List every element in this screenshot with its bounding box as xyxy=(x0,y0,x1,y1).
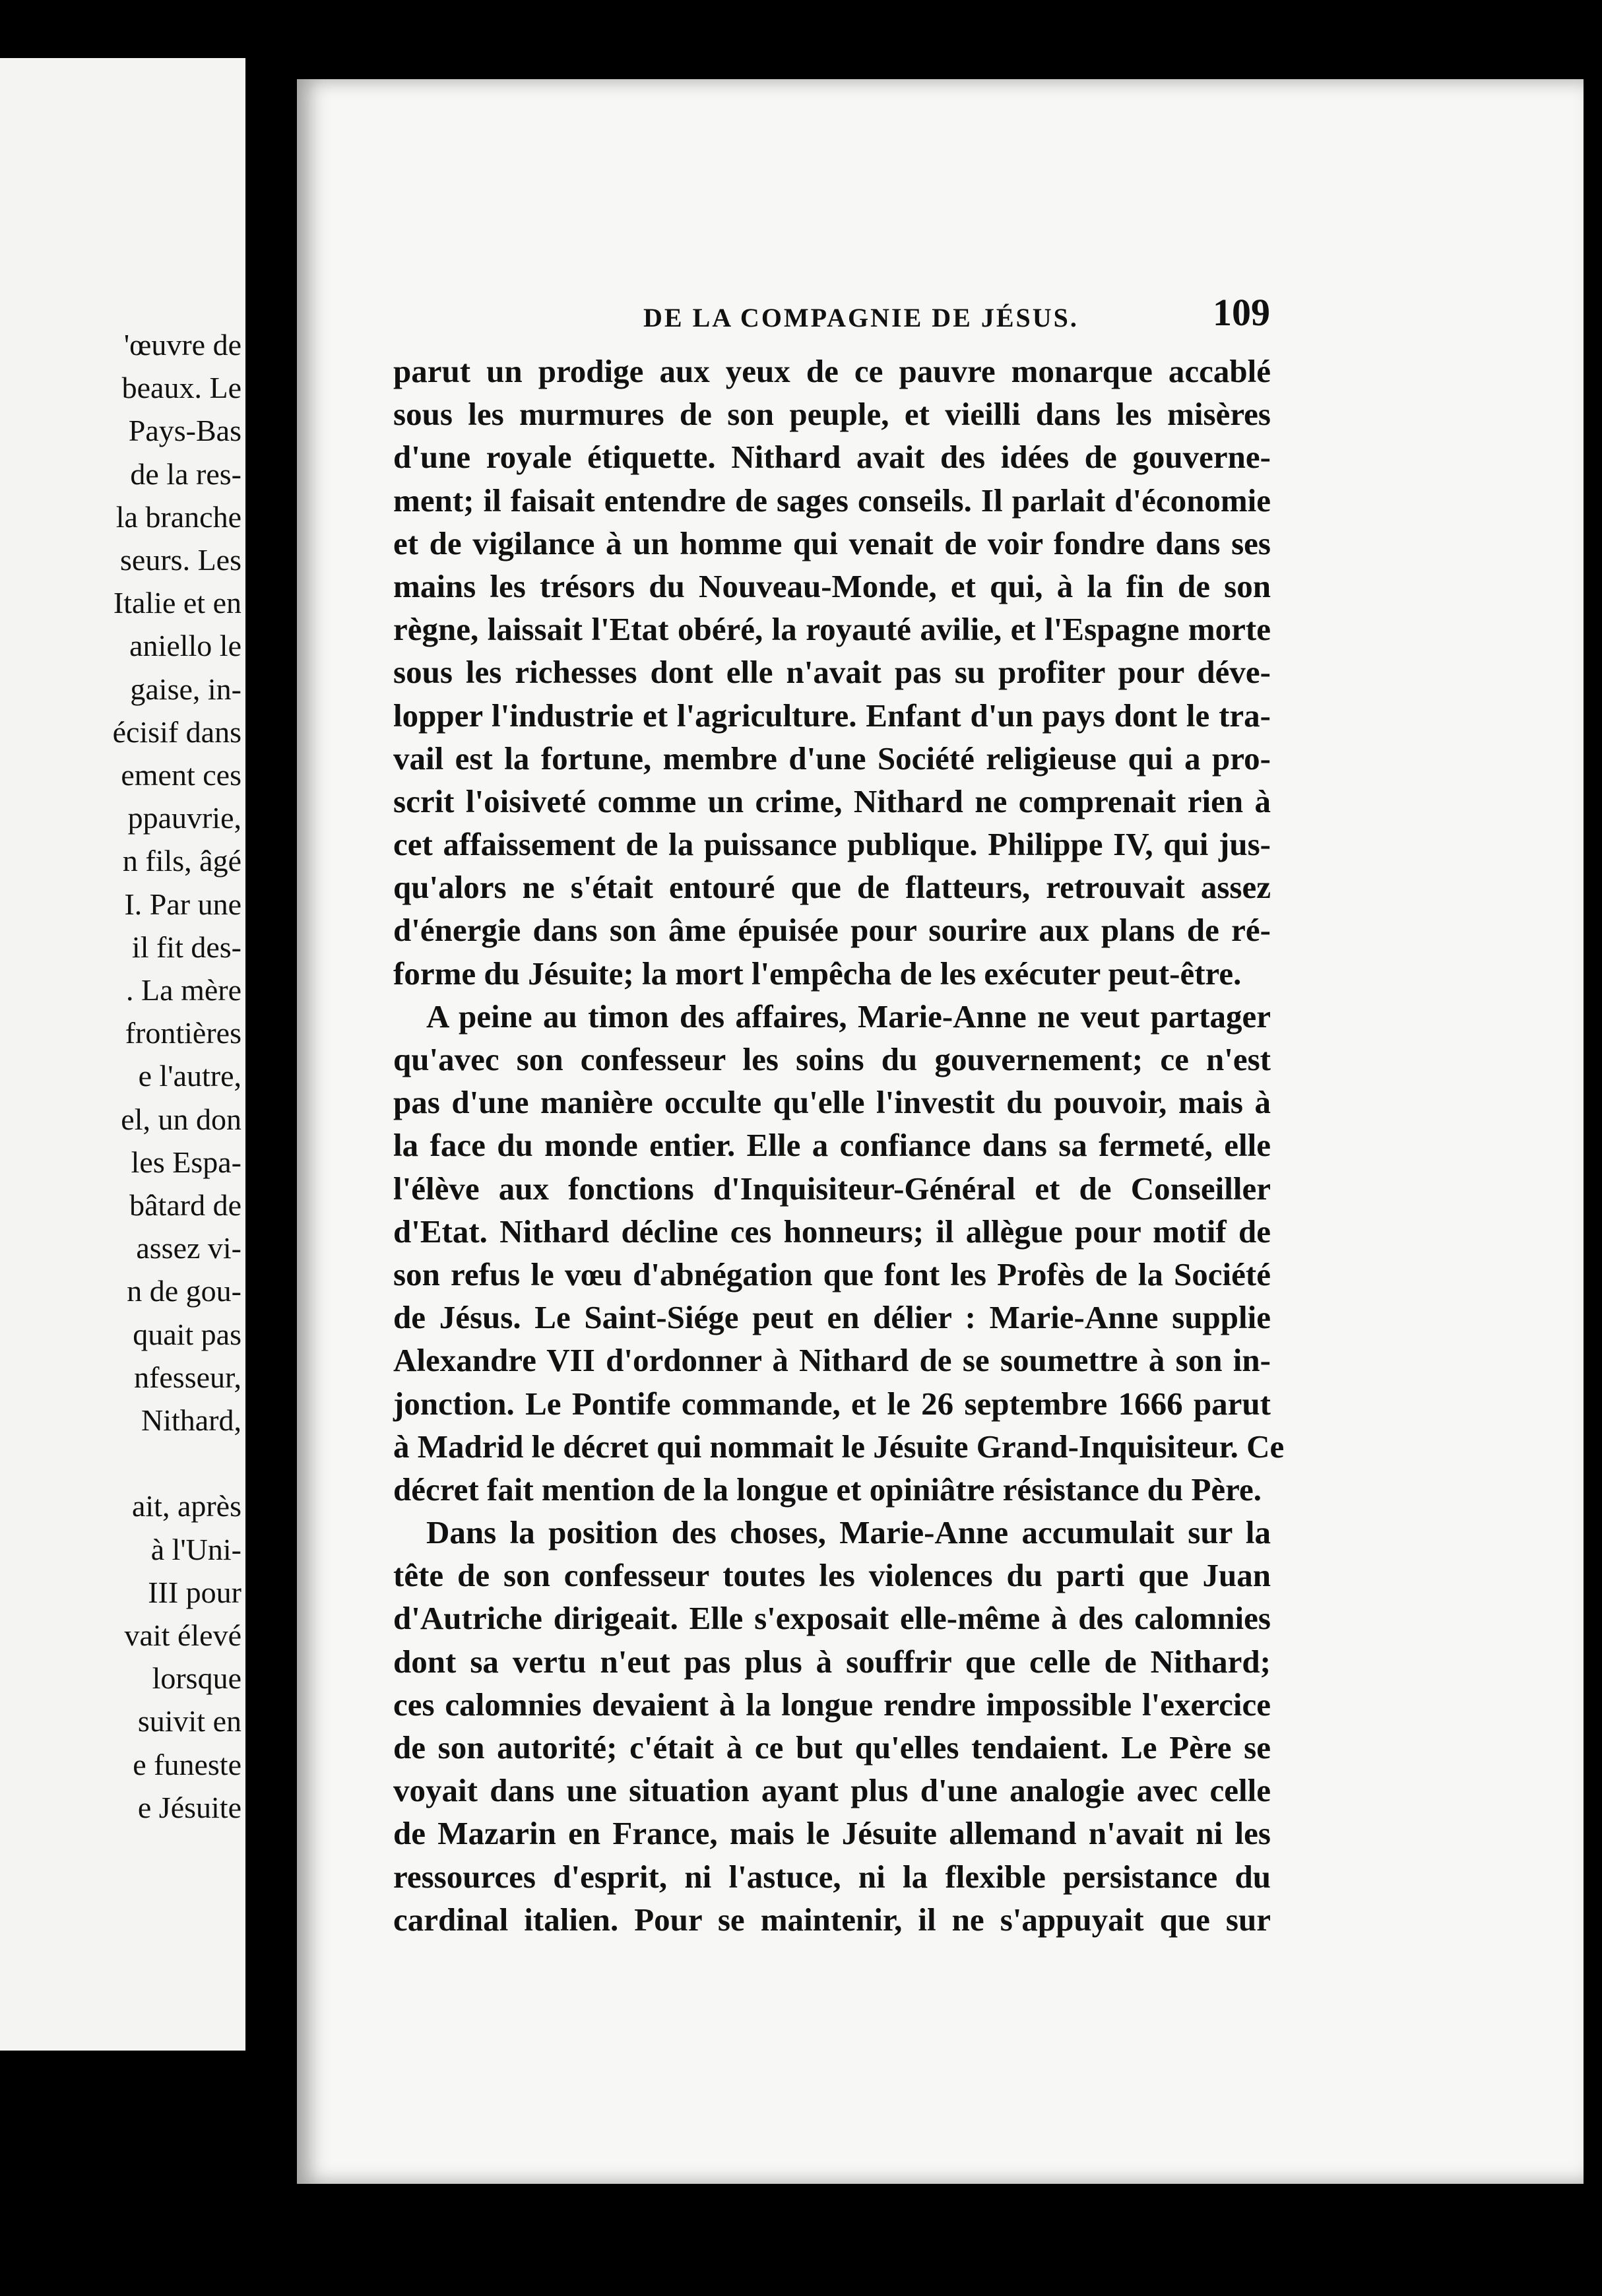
previous-page-line: frontières xyxy=(125,1016,241,1050)
previous-page-line: ement ces xyxy=(121,758,241,792)
previous-page-line: nfesseur, xyxy=(134,1360,241,1394)
text-line: jonction. Le Pontife commande, et le 26 septembre 1666 parut xyxy=(393,1385,1271,1422)
text-line: à Madrid le décret qui nommait le Jésuite Grand-Inquisiteur. Ce xyxy=(393,1428,1285,1465)
previous-page-line: lorsque xyxy=(152,1661,241,1696)
text-line: ment; il faisait entendre de sages conseils. Il parlait d'économie xyxy=(393,482,1271,519)
text-line: d'énergie dans son âme épuisée pour sourire aux plans de ré- xyxy=(393,912,1271,949)
text-line: Dans la position des choses, Marie-Anne accumulait sur la xyxy=(426,1514,1271,1551)
text-line: d'Autriche dirigeait. Elle s'exposait elle-même à des calomnies xyxy=(393,1600,1271,1637)
text-line: parut un prodige aux yeux de ce pauvre monarque accablé xyxy=(393,353,1271,389)
text-line: sous les richesses dont elle n'avait pas su profiter pour déve- xyxy=(393,654,1271,691)
text-line: et de vigilance à un homme qui venait de voir fondre dans ses xyxy=(393,525,1271,561)
previous-page-line: ait, après xyxy=(131,1489,241,1523)
book-gutter xyxy=(245,46,297,2058)
previous-page-line: n de gou- xyxy=(127,1274,241,1308)
previous-page-line: les Espa- xyxy=(131,1145,241,1179)
text-line: scrit l'oisiveté comme un crime, Nithard ne comprenait rien à xyxy=(393,782,1271,819)
text-line: son refus le vœu d'abnégation que font les Profès de la Société xyxy=(393,1256,1271,1292)
text-line: tête de son confesseur toutes les violences du parti que Juan xyxy=(393,1557,1271,1594)
previous-page-line: el, un don xyxy=(121,1102,241,1136)
previous-page-line: . La mère xyxy=(126,973,241,1007)
page-number: 109 xyxy=(1213,291,1270,334)
previous-page-line: n fils, âgé xyxy=(122,844,241,878)
previous-page-line: écisif dans xyxy=(112,715,241,749)
previous-page-line: aniello le xyxy=(129,629,241,663)
text-line: Alexandre VII d'ordonner à Nithard de se soumettre à son in- xyxy=(393,1342,1271,1379)
previous-page-line: ppauvrie, xyxy=(127,801,241,835)
text-line: dont sa vertu n'eut pas plus à souffrir que celle de Nithard; xyxy=(393,1643,1271,1680)
previous-page-line: e funeste xyxy=(133,1747,241,1781)
text-line: pas d'une manière occulte qu'elle l'investit du pouvoir, mais à xyxy=(393,1084,1271,1121)
text-line: A peine au timon des affaires, Marie-Anne ne veut partager xyxy=(426,998,1271,1035)
previous-page-line: assez vi- xyxy=(136,1231,241,1265)
text-line: de son autorité; c'était à ce but qu'elles tendaient. Le Père se xyxy=(393,1729,1271,1766)
previous-page-line: il fit des- xyxy=(131,930,241,964)
previous-page-line: e Jésuite xyxy=(137,1790,241,1824)
previous-page-line: I. Par une xyxy=(124,887,241,921)
previous-page-line: quait pas xyxy=(133,1317,241,1351)
text-line: lopper l'industrie et l'agriculture. Enfant d'un pays dont le tra- xyxy=(393,697,1271,734)
text-line: de Mazarin en France, mais le Jésuite allemand n'avait ni les xyxy=(393,1815,1271,1852)
text-line: forme du Jésuite; la mort l'empêcha de les exécuter peut-être. xyxy=(393,955,1242,992)
previous-page-line: beaux. Le xyxy=(121,371,241,405)
text-line: règne, laissait l'Etat obéré, la royauté avilie, et l'Espagne morte xyxy=(393,611,1271,648)
text-line: qu'avec son confesseur les soins du gouvernement; ce n'est xyxy=(393,1041,1271,1077)
previous-page-line: Pays-Bas xyxy=(128,414,241,448)
body-text xyxy=(393,350,1285,1941)
text-line: vail est la fortune, membre d'une Société religieuse qui a pro- xyxy=(393,740,1271,777)
previous-page-line: la branche xyxy=(115,499,241,534)
text-line: d'une royale étiquette. Nithard avait des idées de gouverne- xyxy=(393,439,1271,476)
text-line: qu'alors ne s'était entouré que de flatteurs, retrouvait assez xyxy=(393,869,1271,906)
text-line: décret fait mention de la longue et opiniâtre résistance du Père. xyxy=(393,1471,1262,1508)
previous-page-line: à l'Uni- xyxy=(150,1532,241,1566)
previous-page-line: vait élevé xyxy=(124,1618,241,1652)
previous-page-line: gaise, in- xyxy=(130,672,241,706)
running-head-title: DE LA COMPAGNIE DE JÉSUS. xyxy=(643,303,1079,333)
previous-page-line: de la res- xyxy=(130,457,241,491)
previous-page-line: Nithard, xyxy=(141,1403,241,1437)
text-line: la face du monde entier. Elle a confiance dans sa fermeté, elle xyxy=(393,1127,1271,1164)
previous-page-line: suivit en xyxy=(137,1704,241,1738)
previous-page-line: III pour xyxy=(148,1575,241,1609)
text-line: de Jésus. Le Saint-Siége peut en délier : Marie-Anne supplie xyxy=(393,1299,1271,1336)
text-line: cardinal italien. Pour se maintenir, il ne s'appuyait que sur xyxy=(393,1901,1271,1938)
previous-page-line: e l'autre, xyxy=(138,1059,241,1093)
previous-page-line: 'œuvre de xyxy=(123,328,241,362)
text-line: mains les trésors du Nouveau-Monde, et qui, à la fin de son xyxy=(393,567,1271,604)
previous-page-line: Italie et en xyxy=(113,586,241,620)
text-line: ressources d'esprit, ni l'astuce, ni la flexible persistance du xyxy=(393,1858,1271,1895)
previous-page xyxy=(0,58,245,2051)
text-line: sous les murmures de son peuple, et vieilli dans les misères xyxy=(393,396,1271,433)
text-line: voyait dans une situation ayant plus d'une analogie avec celle xyxy=(393,1772,1271,1809)
previous-page-line: seurs. Les xyxy=(120,543,241,577)
previous-page-line: bâtard de xyxy=(129,1188,241,1222)
text-line: cet affaissement de la puissance publique. Philippe IV, qui jus- xyxy=(393,826,1271,863)
text-line: ces calomnies devaient à la longue rendre impossible l'exercice xyxy=(393,1686,1271,1723)
text-line: d'Etat. Nithard décline ces honneurs; il allègue pour motif de xyxy=(393,1213,1271,1250)
text-line: l'élève aux fonctions d'Inquisiteur-Général et de Conseiller xyxy=(393,1170,1271,1207)
